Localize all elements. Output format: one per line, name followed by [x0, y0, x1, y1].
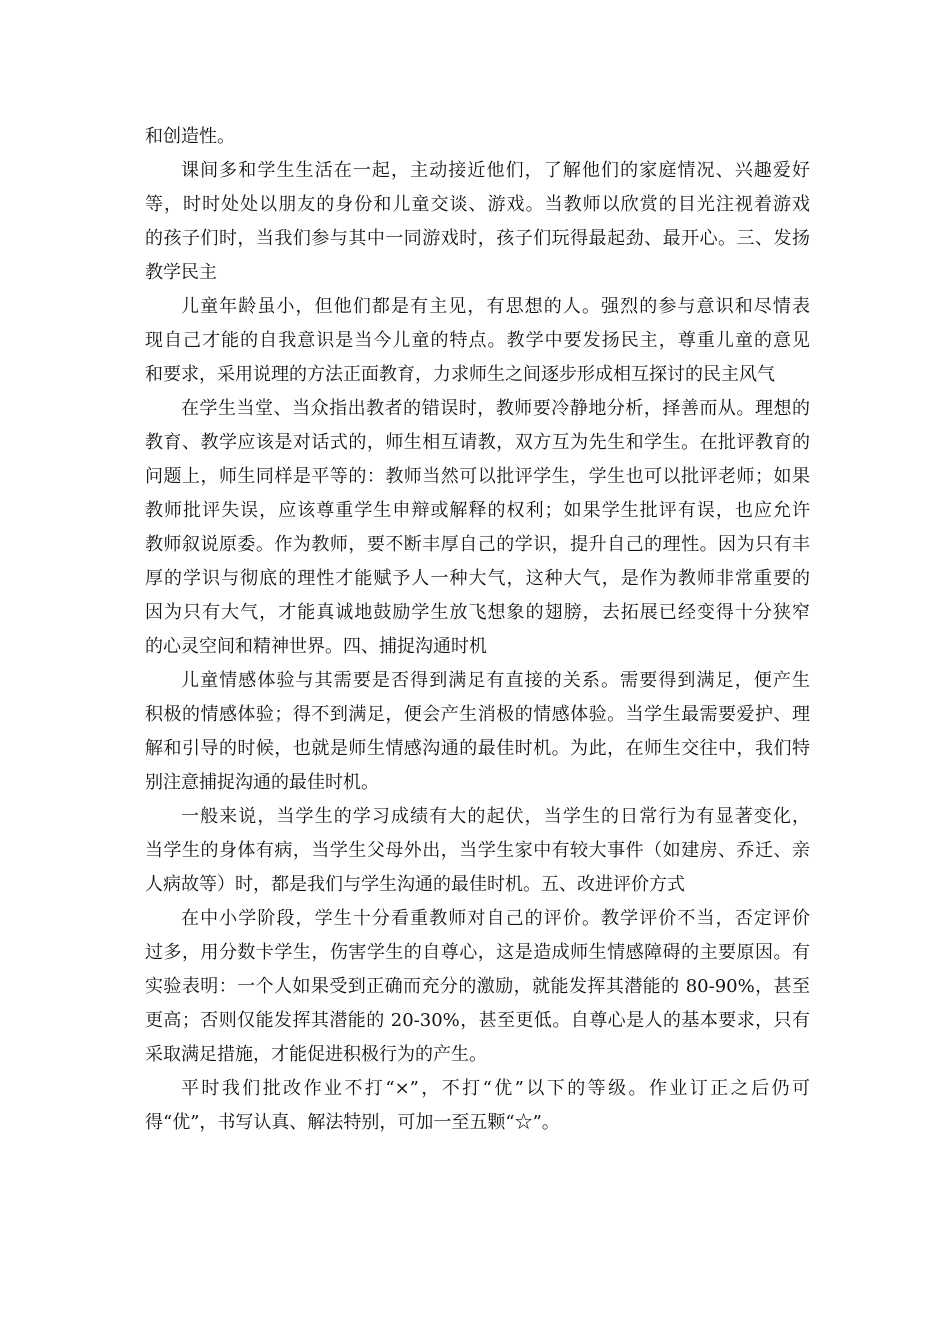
- text-line: 教学民主: [145, 262, 217, 283]
- text-line: 课间多和学生生活在一起，主动接近他们，了解他们的家庭情况、兴趣爱好: [181, 160, 810, 181]
- text-line: 现自己才能的自我意识是当今儿童的特点。教学中要发扬民主，尊重儿童的意见: [145, 330, 810, 351]
- text-line: 和要求，采用说理的方法正面教育，力求师生之间逐步形成相互探讨的民主风气: [145, 364, 775, 385]
- text-line: 当学生的身体有病，当学生父母外出，当学生家中有较大事件（如建房、乔迁、亲: [145, 840, 810, 861]
- text-line: 在中小学阶段，学生十分看重教师对自己的评价。教学评价不当，否定评价: [181, 908, 810, 929]
- text-line: 厚的学识与彻底的理性才能赋予人一种大气，这种大气，是作为教师非常重要的: [145, 568, 810, 589]
- text-line: 儿童情感体验与其需要是否得到满足有直接的关系。需要得到满足，便产生: [181, 670, 810, 691]
- text-line: 教育、教学应该是对话式的，师生相互请教，双方互为先生和学生。在批评教育的: [145, 432, 810, 453]
- text-line: 因为只有大气，才能真诚地鼓励学生放飞想象的翅膀，去拓展已经变得十分狭窄: [145, 602, 810, 623]
- text-line: 得“优”，书写认真、解法特别，可加一至五颗“☆”。: [145, 1112, 560, 1133]
- text-line: 平时我们批改作业不打“×”，不打“优”以下的等级。作业订正之后仍可: [181, 1078, 810, 1099]
- text-line: 的心灵空间和精神世界。四、捕捉沟通时机: [145, 636, 487, 657]
- text-line: 过多，用分数卡学生，伤害学生的自尊心，这是造成师生情感障碍的主要原因。有: [145, 942, 810, 963]
- text-line: 问题上，师生同样是平等的：教师当然可以批评学生，学生也可以批评老师；如果: [145, 466, 810, 487]
- text-line: 的孩子们时，当我们参与其中一同游戏时，孩子们玩得最起劲、最开心。三、发扬: [145, 228, 810, 249]
- text-line: 更高；否则仅能发挥其潜能的 20-30%，甚至更低。自尊心是人的基本要求，只有: [145, 1010, 810, 1031]
- text-line: 一般来说，当学生的学习成绩有大的起伏，当学生的日常行为有显著变化，: [181, 806, 810, 827]
- text-line: 和创造性。: [145, 126, 235, 147]
- text-line: 实验表明：一个人如果受到正确而充分的激励，就能发挥其潜能的 80-90%，甚至: [145, 976, 810, 997]
- text-line: 在学生当堂、当众指出教者的错误时，教师要冷静地分析，择善而从。理想的: [181, 398, 810, 419]
- text-line: 儿童年龄虽小，但他们都是有主见，有思想的人。强烈的参与意识和尽情表: [181, 296, 810, 317]
- text-line: 人病故等）时，都是我们与学生沟通的最佳时机。五、改进评价方式: [145, 874, 685, 895]
- text-line: 采取满足措施，才能促进积极行为的产生。: [145, 1044, 487, 1065]
- text-line: 解和引导的时候，也就是师生情感沟通的最佳时机。为此，在师生交往中，我们特: [145, 738, 810, 759]
- text-line: 教师批评失误，应该尊重学生申辩或解释的权利；如果学生批评有误，也应允许: [145, 500, 810, 521]
- text-line: 教师叙说原委。作为教师，要不断丰厚自己的学识，提升自己的理性。因为只有丰: [145, 534, 810, 555]
- text-line: 别注意捕捉沟通的最佳时机。: [145, 772, 379, 793]
- document-page: [145, 120, 810, 1140]
- text-line: 等，时时处处以朋友的身份和儿童交谈、游戏。当教师以欣赏的目光注视着游戏: [145, 194, 810, 215]
- text-line: 积极的情感体验；得不到满足，便会产生消极的情感体验。当学生最需要爱护、理: [145, 704, 810, 725]
